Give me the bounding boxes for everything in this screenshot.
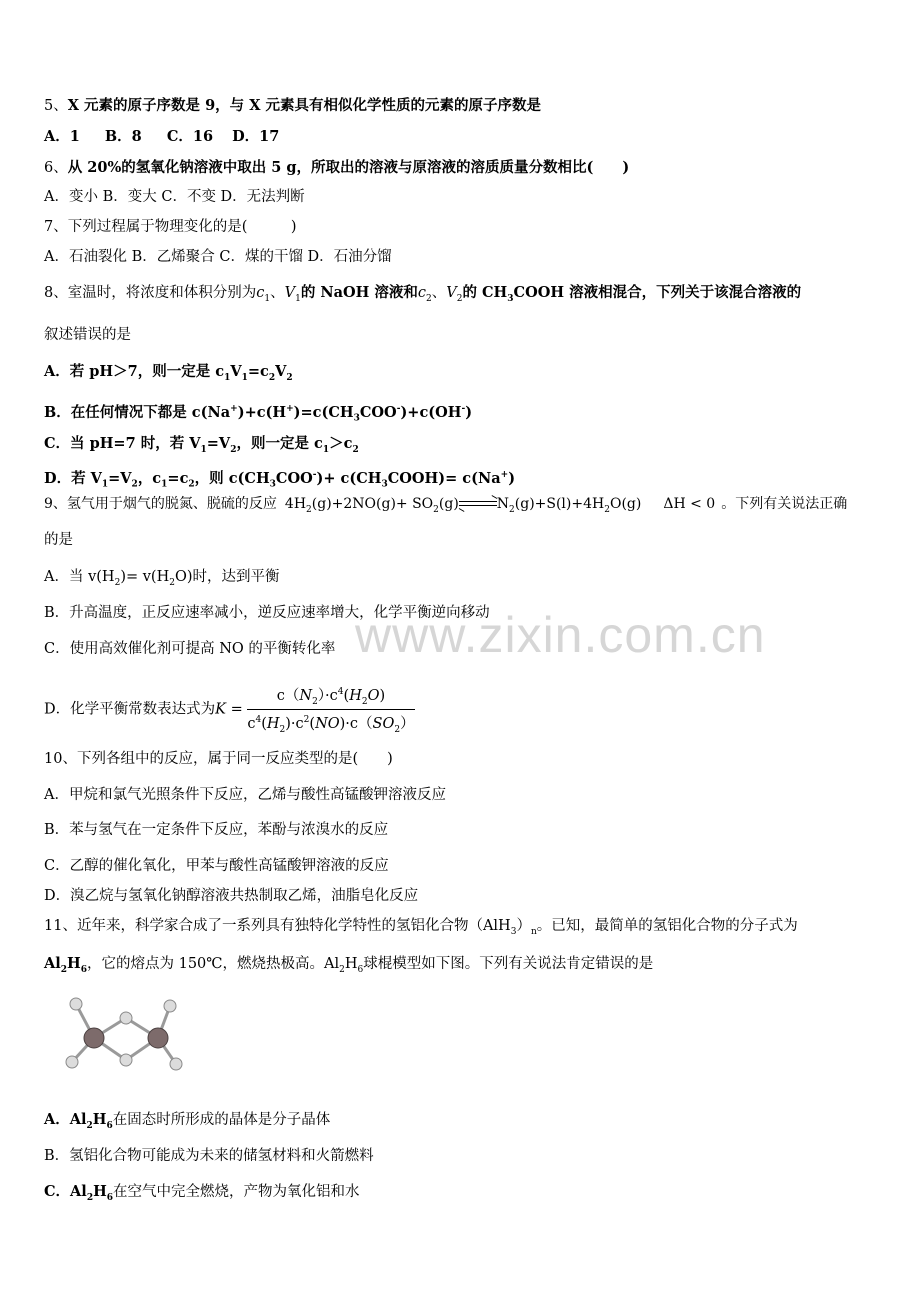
- h-atom-icon: [170, 1058, 182, 1070]
- q5-stem: 5、X 元素的原子序数是 9，与 X 元素具有相似化学性质的元素的原子序数是: [44, 97, 542, 114]
- q9-option-a: A．当 $v(H_2)= v(H_2O)$时，达到平衡: [44, 569, 280, 588]
- q9-stem: 9、氢气用于烟气的脱氮、脱硫的反应 $4H_2(g)+2NO(g)+ SO_2(g)$ $N_2(g)+S(l)+4H_2O(g) \Delta H < 0$ 。下列有关说法正确: [44, 496, 848, 515]
- al-atom-icon: [148, 1028, 168, 1048]
- q8-option-b: B．在任何情况下都是 $c(Na^+)+c(H^+)=c(CH_3COO^-)+c(OH^-)$: [44, 403, 473, 424]
- q9-stem-line2: 的是: [44, 532, 73, 548]
- q6-stem: 6、从 20%的氢氧化钠溶液中取出 5 g，所取出的溶液与原溶液的溶质质量分数相比( ): [44, 159, 630, 176]
- q7-options: A．石油裂化 B．乙烯聚合 C．煤的干馏 D．石油分馏: [44, 249, 392, 265]
- q6-options: A．变小 B．变大 C．不变 D．无法判断: [44, 189, 305, 205]
- h-atom-icon: [120, 1054, 132, 1066]
- q9-option-d: D．化学平衡常数表达式为K = $\frac{c(N_2)\cdot c^4(H_2O)}{c^4(H_2)\cdot c^2(NO)\cdot c(SO_2)}$: [44, 684, 415, 735]
- q7-stem: 7、下列过程属于物理变化的是( ): [44, 219, 297, 235]
- q11-option-a: A．$Al_2H_6$在固态时所形成的晶体是分子晶体: [44, 1111, 331, 1131]
- q11-stem: 11、近年来，科学家合成了一系列具有独特化学特性的氢铝化合物$(AlH_3)_n$。已知，最简单的氢铝化合物的分子式为: [44, 918, 798, 937]
- q8-option-d: D．若 $V_1=V_2$，$c_1=c_2$，则 $c(CH_3COO^-)+$ $c(CH_3COOH)= c(Na^+)$: [44, 469, 516, 490]
- q9-option-c: C．使用高效催化剂可提高 NO 的平衡转化率: [44, 641, 336, 657]
- q11-option-c: C．$Al_2H_6$在空气中完全燃烧，产物为氧化铝和水: [44, 1183, 360, 1203]
- h-atom-icon: [120, 1012, 132, 1024]
- q9-option-b: B．升高温度，正反应速率减小，逆反应速率增大，化学平衡逆向移动: [44, 605, 490, 621]
- q8-stem-line2: 叙述错误的是: [44, 327, 131, 343]
- equilibrium-arrow-icon: [459, 499, 497, 509]
- q10-option-a: A．甲烷和氯气光照条件下反应，乙烯与酸性高锰酸钾溶液反应: [44, 787, 446, 803]
- al-atom-icon: [84, 1028, 104, 1048]
- q10-stem: 10、下列各组中的反应，属于同一反应类型的是( ): [44, 751, 393, 767]
- q9-equation: $4H_2(g)+2NO(g)+ SO_2(g)$ $N_2(g)+S(l)+4H_2O(g)$: [284, 496, 642, 515]
- q10-option-c: C．乙醇的催化氧化，甲苯与酸性高锰酸钾溶液的反应: [44, 858, 389, 874]
- q11-stem-line2: $Al_2H_6$，它的熔点为 150℃，燃烧热极高。$Al_2H_6$球棍模型如下图。下列有关说法肯定错误的是: [44, 955, 654, 975]
- h-atom-icon: [70, 998, 82, 1010]
- q11-option-b: B．氢铝化合物可能成为未来的储氢材料和火箭燃料: [44, 1148, 374, 1164]
- q10-option-d: D．溴乙烷与氢氧化钠醇溶液共热制取乙烯，油脂皂化反应: [44, 888, 419, 904]
- al2h6-ball-and-stick-model: [58, 988, 188, 1088]
- q8-option-a: A．若 pH＞7，则一定是 $c_1V_1=c_2V_2$: [44, 363, 293, 383]
- q8-option-c: C．当 pH=7 时，若 $V_1=V_2$，则一定是 $c_1>c_2$: [44, 435, 359, 455]
- q8-stem: 8、室温时，将浓度和体积分别为$c_1$、$V_1$的 NaOH 溶液和$c_2$、$V_2$的 $CH_3COOH$ 溶液相混合，下列关于该混合溶液的: [44, 284, 802, 304]
- h-atom-icon: [66, 1056, 78, 1068]
- h-atom-icon: [164, 1000, 176, 1012]
- equilibrium-constant-fraction: $\frac{c(N_2)\cdot c^4(H_2O)}{c^4(H_2)\cdot c^2(NO)\cdot c(SO_2)}$: [247, 684, 414, 735]
- q10-option-b: B．苯与氢气在一定条件下反应，苯酚与浓溴水的反应: [44, 822, 389, 838]
- watermark: www.zixin.com.cn: [355, 607, 766, 663]
- q5-options: A．1 B．8 C．16 D．17: [44, 128, 280, 145]
